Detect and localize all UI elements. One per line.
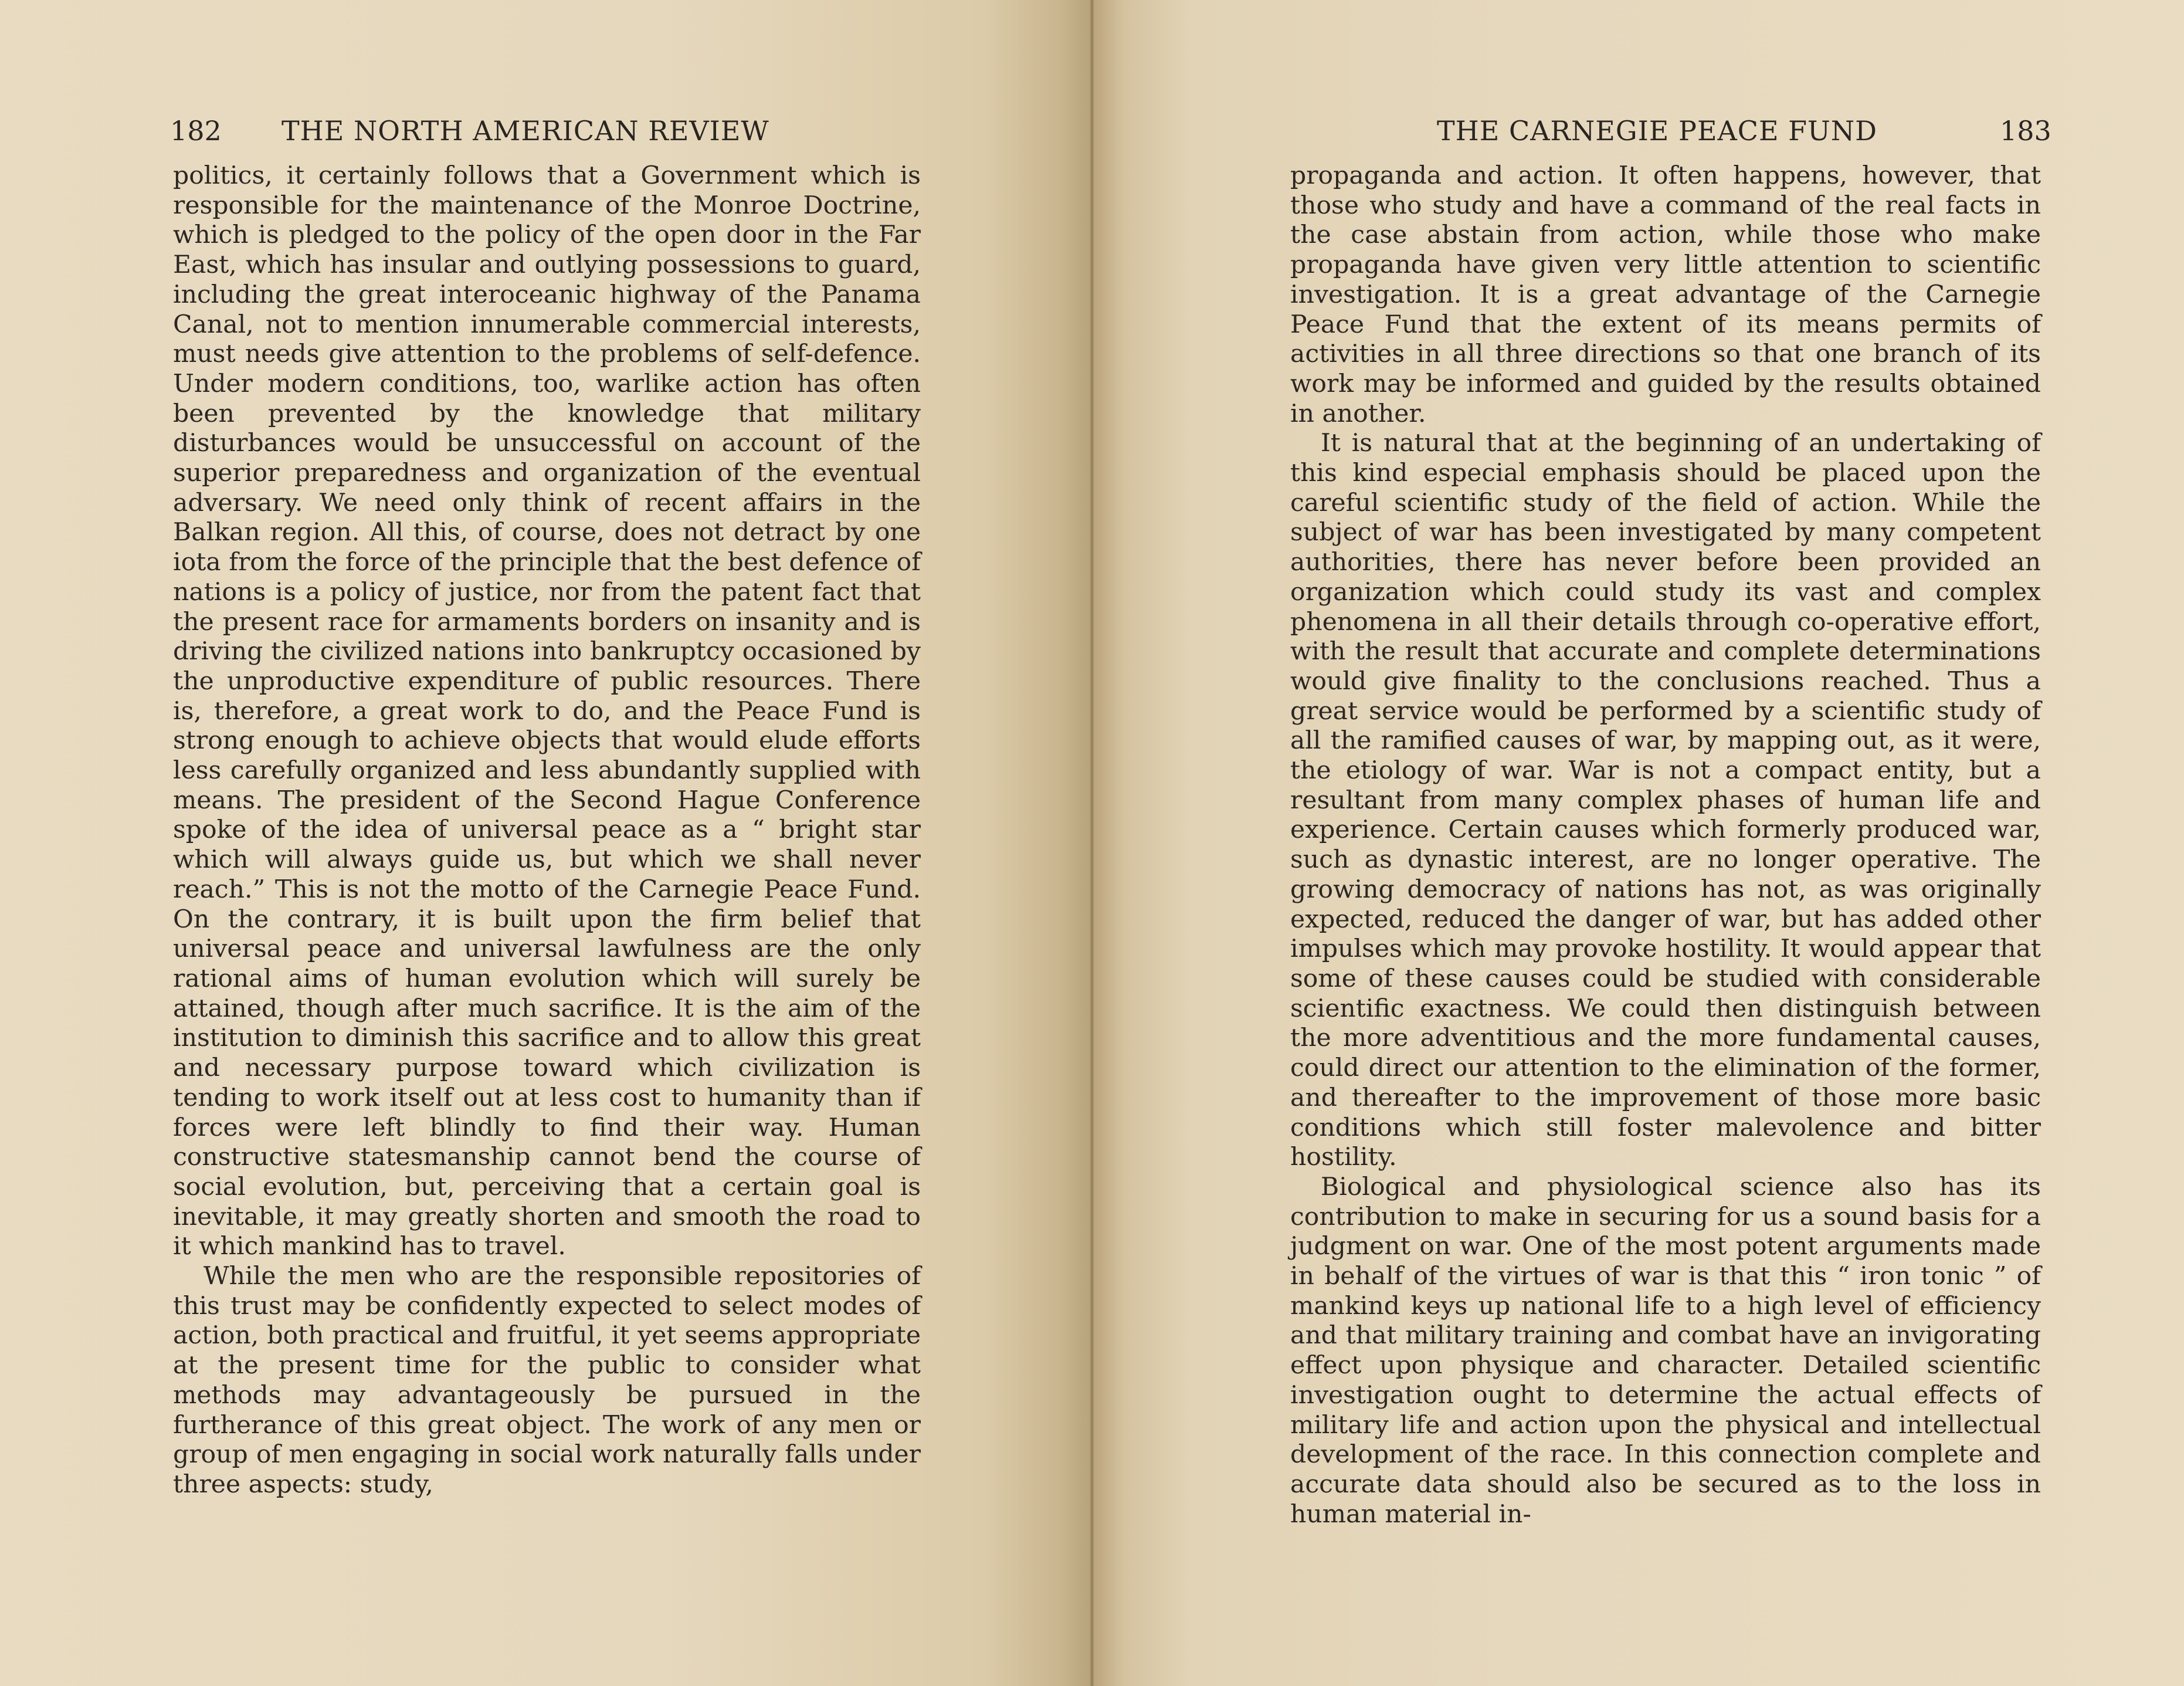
paragraph: While the men who are the responsible repositories of this trust may be confidently expected to select modes of action, both practical and fruitful, it yet seems appropriate at the present time for the public to consider what methods may advantageously be pursued in the furtherance of this great object. The work of any men or group of men engaging in social work naturally falls under three aspects: study,	[173, 1262, 921, 1499]
text-column	[1290, 161, 2041, 1529]
running-head: THE NORTH AMERICAN REVIEW	[282, 115, 769, 147]
running-head: THE CARNEGIE PEACE FUND	[1437, 115, 1877, 147]
text-column	[173, 161, 921, 1500]
paragraph: Biological and physiological science also has its contribution to make in securing for us a sound basis for a judgment on war. One of the most potent arguments made in behalf of the virtues of war is that this “ iron tonic ” of mankind keys up national life to a high level of efficiency and that military training and combat have an invigorating effect upon physique and character. Detailed scientific investigation ought to determine the actual effects of military life and action upon the physical and intellectual development of the race. In this connection complete and accurate data should also be secured as to the loss in human material in-	[1290, 1172, 2041, 1529]
paragraph: propaganda and action. It often happens, however, that those who study and have a command of the real facts in the case abstain from action, while those who make propaganda have given very little attention to scientific investigation. It is a great advantage of the Carnegie Peace Fund that the extent of its means permits of activities in all three directions so that one branch of its work may be informed and guided by the results obtained in another.	[1290, 161, 2041, 428]
paragraph: politics, it certainly follows that a Government which is responsible for the maintenance of the Monroe Doctrine, which is pledged to the policy of the open door in the Far East, which has insular and outlying possessions to guard, including the great interoceanic highway of the Panama Canal, not to mention innumerable commercial interests, must needs give attention to the problems of self-defence. Under modern conditions, too, warlike action has often been prevented by the knowledge that military disturbances would be unsuccessful on account of the superior preparedness and organization of the eventual adversary. We need only think of recent affairs in the Balkan region. All this, of course, does not detract by one iota from the force of the principle that the best defence of nations is a policy of justice, nor from the patent fact that the present race for armaments borders on insanity and is driving the civilized nations into bankruptcy occasioned by the unproductive expenditure of public resources. There is, therefore, a great work to do, and the Peace Fund is strong enough to achieve objects that would elude efforts less carefully organized and less abundantly supplied with means. The president of the Second Hague Conference spoke of the idea of universal peace as a “ bright star which will always guide us, but which we shall never reach.” This is not the motto of the Carnegie Peace Fund. On the contrary, it is built upon the firm belief that universal peace and universal lawfulness are the only rational aims of human evolution which will surely be attained, though after much sacrifice. It is the aim of the institution to diminish this sacrifice and to allow this great and necessary purpose toward which civilization is tending to work itself out at less cost to humanity than if forces were left blindly to find their way. Human constructive statesmanship cannot bend the course of social evolution, but, perceiving that a certain goal is inevitable, it may greatly shorten and smooth the road to it which mankind has to travel.	[173, 161, 921, 1261]
page-number: 182	[170, 115, 222, 147]
paragraph: It is natural that at the beginning of an undertaking of this kind especial emphasis should be placed upon the careful scientific study of the field of action. While the subject of war has been investigated by many competent authorities, there has never before been provided an organization which could study its vast and complex phenomena in all their details through co-operative effort, with the result that accurate and complete determinations would give finality to the conclusions reached. Thus a great service would be performed by a scientific study of all the ramified causes of war, by mapping out, as it were, the etiology of war. War is not a compact entity, but a resultant from many complex phases of human life and experience. Certain causes which formerly produced war, such as dynastic interest, are no longer operative. The growing democracy of nations has not, as was originally expected, reduced the danger of war, but has added other impulses which may provoke hostility. It would appear that some of these causes could be studied with considerable scientific exactness. We could then distinguish between the more adventitious and the more fundamental causes, could direct our attention to the elimination of the former, and thereafter to the improvement of those more basic conditions which still foster malevolence and bitter hostility.	[1290, 429, 2041, 1172]
book-gutter	[1090, 0, 1094, 1686]
right-page	[1092, 0, 2184, 1686]
page-number: 183	[2000, 115, 2051, 147]
